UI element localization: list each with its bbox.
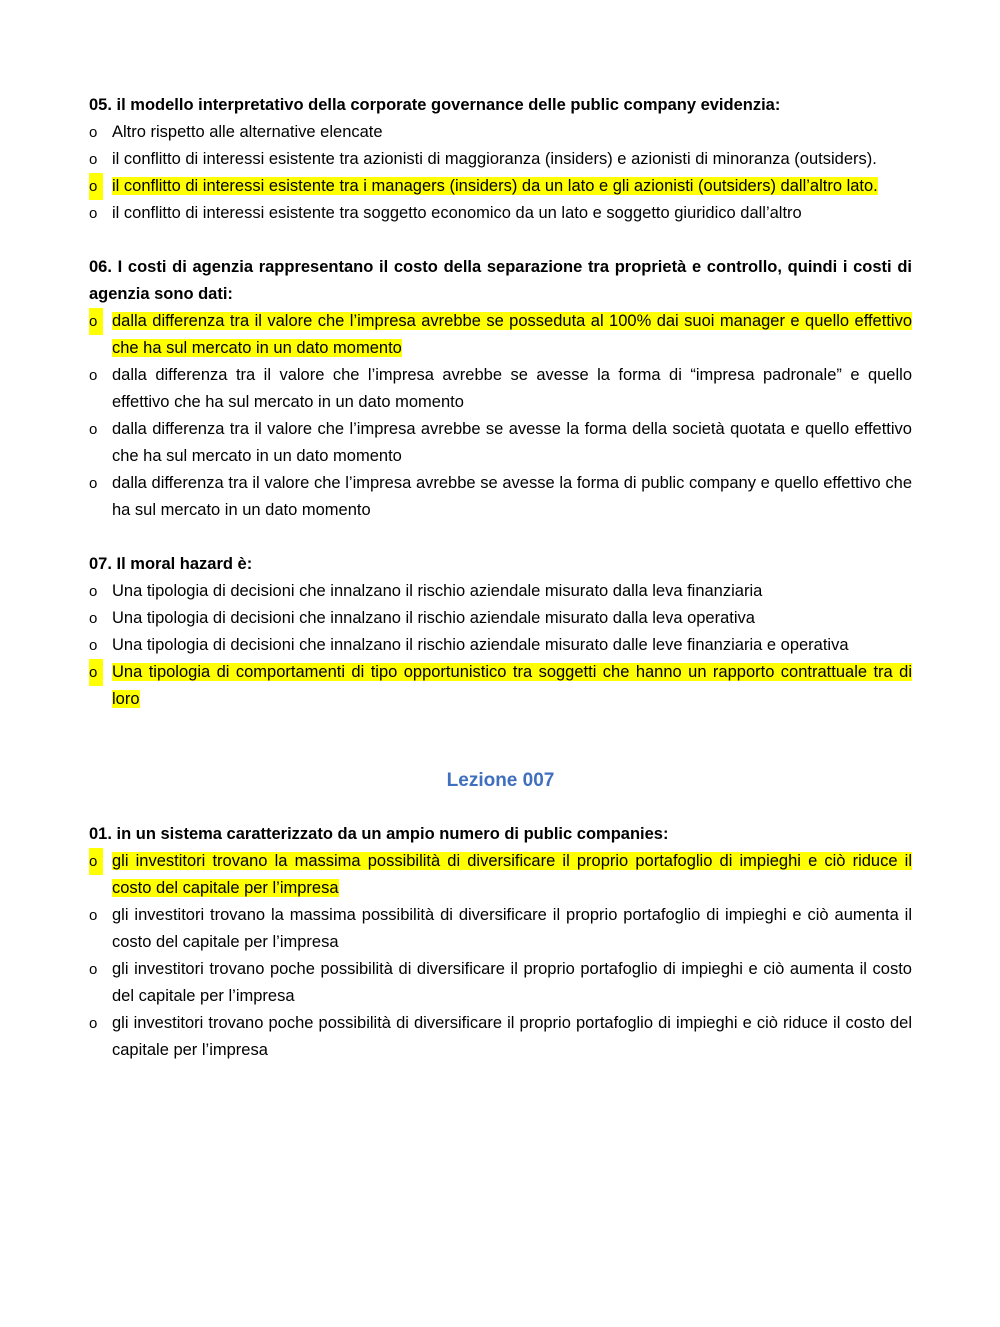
option-item [89,119,912,146]
circle-bullet-icon: o [89,173,103,200]
question-06 [89,254,912,524]
option-text: il conflitto di interessi esistente tra azionisti di maggioranza (insiders) e azionisti di minoranza (outsiders). [112,150,877,168]
question-07 [89,551,912,713]
option-text: dalla differenza tra il valore che l’impresa avrebbe se avesse la forma di public company e quello effettivo che ha sul mercato in un dato momento [112,474,912,519]
option-item-correct [89,173,912,200]
option-item [89,416,912,470]
options-list [89,848,912,1064]
circle-bullet-icon: o [89,583,98,600]
question-title: 07. Il moral hazard è: [89,555,253,573]
option-item [89,578,912,605]
circle-bullet-icon: o [89,475,98,492]
circle-bullet-icon: o [89,1015,98,1032]
circle-bullet-icon: o [89,421,98,438]
option-item [89,362,912,416]
option-text: Una tipologia di decisioni che innalzano il rischio aziendale misurato dalla leva finanziaria [112,582,763,600]
options-list [89,308,912,524]
option-item-correct [89,848,912,902]
question-title: 05. il modello interpretativo della corporate governance delle public company evidenzia: [89,96,781,114]
circle-bullet-icon: o [89,961,98,978]
question-05 [89,92,912,227]
option-text: Altro rispetto alle alternative elencate [112,123,383,141]
circle-bullet-icon: o [89,205,98,222]
circle-bullet-icon: o [89,610,98,627]
circle-bullet-icon: o [89,848,103,875]
option-text: Una tipologia di decisioni che innalzano il rischio aziendale misurato dalla leva operativa [112,609,755,627]
option-item [89,632,912,659]
option-text: gli investitori trovano poche possibilità di diversificare il proprio portafoglio di impieghi e ciò aumenta il costo del capitale per l’impresa [112,960,912,1005]
option-text-highlighted: il conflitto di interessi esistente tra i managers (insiders) da un lato e gli azionisti (outsiders) dall’altro lato. [112,177,878,195]
option-text-highlighted: Una tipologia di comportamenti di tipo opportunistico tra soggetti che hanno un rapporto contrattuale tra di loro [112,663,912,708]
option-item [89,605,912,632]
option-item [89,1010,912,1064]
option-item [89,902,912,956]
circle-bullet-icon: o [89,367,98,384]
question-title: 06. I costi di agenzia rappresentano il costo della separazione tra proprietà e controllo, quindi i costi di agenzia sono dati: [89,258,912,303]
circle-bullet-icon: o [89,124,98,141]
circle-bullet-icon: o [89,308,103,335]
document-page [89,92,912,1091]
option-text: Una tipologia di decisioni che innalzano il rischio aziendale misurato dalle leve finanziaria e operativa [112,636,849,654]
options-list [89,119,912,227]
option-item-correct [89,659,912,713]
option-text: il conflitto di interessi esistente tra soggetto economico da un lato e soggetto giuridico dall’altro [112,204,802,222]
question-title: 01. in un sistema caratterizzato da un ampio numero di public companies: [89,825,669,843]
option-item [89,470,912,524]
option-item-correct [89,308,912,362]
circle-bullet-icon: o [89,659,103,686]
option-text-highlighted: gli investitori trovano la massima possibilità di diversificare il proprio portafoglio di impieghi e ciò riduce il costo del capitale per l’impresa [112,852,912,897]
option-item [89,146,912,173]
option-text: gli investitori trovano poche possibilità di diversificare il proprio portafoglio di impieghi e ciò riduce il costo del capitale per l’impresa [112,1014,912,1059]
question-01 [89,821,912,1064]
option-item [89,956,912,1010]
circle-bullet-icon: o [89,637,98,654]
circle-bullet-icon: o [89,151,98,168]
option-text: dalla differenza tra il valore che l’impresa avrebbe se avesse la forma di “impresa padronale” e quello effettivo che ha sul mercato in un dato momento [112,366,912,411]
option-text-highlighted: dalla differenza tra il valore che l’impresa avrebbe se posseduta al 100% dai suoi manager e quello effettivo che ha sul mercato in un dato momento [112,312,912,357]
lesson-heading: Lezione 007 [446,770,555,791]
circle-bullet-icon: o [89,907,98,924]
option-text: gli investitori trovano la massima possibilità di diversificare il proprio portafoglio di impieghi e ciò aumenta il costo del capitale per l’impresa [112,906,912,951]
option-text: dalla differenza tra il valore che l’impresa avrebbe se avesse la forma della società quotata e quello effettivo che ha sul mercato in un dato momento [112,420,912,465]
options-list [89,578,912,713]
option-item [89,200,912,227]
